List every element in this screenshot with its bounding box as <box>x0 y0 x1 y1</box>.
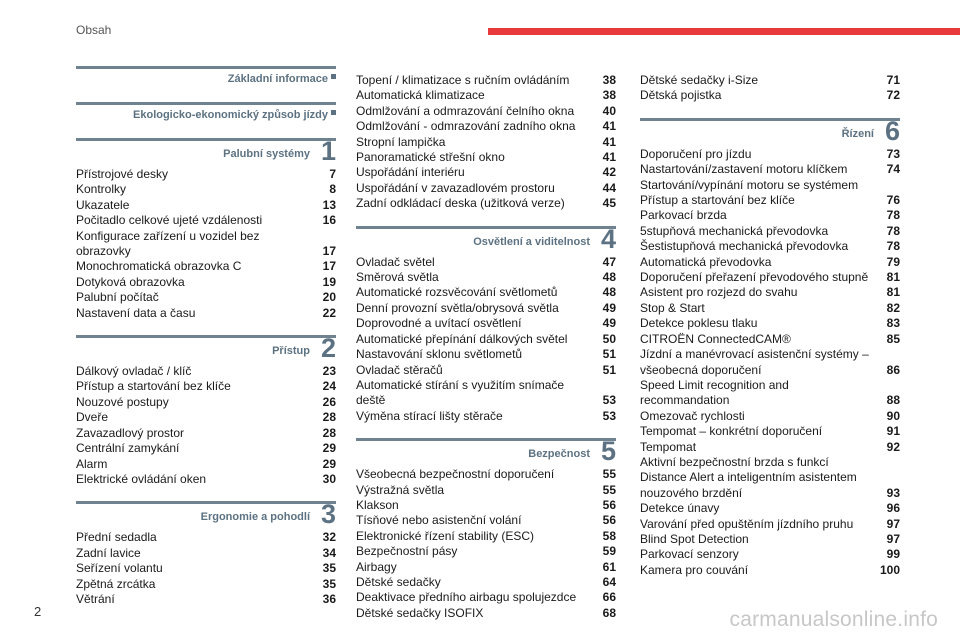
toc-entry-page: 53 <box>602 393 616 408</box>
toc-entry-title: Počitadlo celkové ujeté vzdálenosti <box>76 213 263 228</box>
section-number: 5 <box>600 436 616 467</box>
toc-entry[interactable] <box>640 88 900 103</box>
toc-entry-page: 19 <box>322 274 336 289</box>
toc-entry-page: 49 <box>602 300 616 315</box>
toc-entry[interactable] <box>76 379 336 394</box>
toc-entry-page: 76 <box>886 193 900 208</box>
toc-entry-title: Odmlžování - odmrazování zadního okna <box>356 119 576 134</box>
toc-entry-page: 90 <box>886 408 900 423</box>
toc-entry-title: Výměna stírací lišty stěrače <box>356 408 503 423</box>
toc-entry[interactable] <box>356 513 616 528</box>
toc-entry[interactable] <box>640 347 900 378</box>
toc-entry-page: 85 <box>886 331 900 346</box>
toc-entry[interactable] <box>356 73 616 88</box>
toc-entry-page: 41 <box>602 150 616 165</box>
toc-entry[interactable] <box>356 255 616 270</box>
section-header <box>76 102 336 124</box>
toc-entry-title: Uspořádání v zavazadlovém prostoru <box>356 180 555 195</box>
toc-entry-title: Dveře <box>76 410 109 425</box>
toc-entry-page: 38 <box>602 73 616 87</box>
toc-entry[interactable] <box>640 73 900 88</box>
toc-entry-title: Nastartování/zastavení motoru klíčkem <box>640 162 848 177</box>
toc-entry[interactable] <box>356 150 616 165</box>
toc-entry-page: 58 <box>602 528 616 543</box>
page-header-title: Obsah <box>76 23 112 37</box>
toc-entry-title: Větrání <box>76 591 115 606</box>
toc-entry-title: Tísňové nebo asistenční volání <box>356 513 522 528</box>
toc-entry-title: Omezovač rychlosti <box>640 408 745 423</box>
toc-entry[interactable] <box>640 162 900 177</box>
toc-entry-title: Tempomat <box>640 439 697 454</box>
toc-entry[interactable] <box>356 165 616 180</box>
toc-entry-title: 5stupňová mechanická převodovka <box>640 223 829 238</box>
page-number: 2 <box>34 604 42 619</box>
toc-entry-title: Elektrické ovládání oken <box>76 471 207 486</box>
toc-entry-title: Blind Spot Detection <box>640 531 749 546</box>
section-title: Přístup <box>272 345 310 358</box>
toc-entry[interactable] <box>640 532 900 547</box>
toc-entry-page: 36 <box>322 591 336 606</box>
toc-entry-title: Výstražná světla <box>356 482 445 497</box>
toc-entry-page: 8 <box>329 182 336 197</box>
toc-entry-title: Topení / klimatizace s ručním ovládáním <box>356 73 570 87</box>
toc-entry[interactable] <box>76 592 336 607</box>
section-header <box>356 438 616 467</box>
toc-entry-title: Elektronické řízení stability (ESC) <box>356 528 535 543</box>
toc-entry[interactable] <box>76 561 336 576</box>
toc-entry-title: Automatické rozsvěcování světlometů <box>356 285 558 300</box>
toc-entry-page: 53 <box>602 408 616 423</box>
toc-entry-title: Alarm <box>76 456 108 471</box>
watermark: carmanualsonline.info <box>729 608 938 631</box>
toc-entry[interactable] <box>640 224 900 239</box>
toc-section <box>76 66 336 88</box>
toc-entry[interactable] <box>76 395 336 410</box>
toc-entry-page: 41 <box>602 134 616 149</box>
toc-entry-page: 78 <box>886 208 900 223</box>
toc-entry-title: Doporučení pro jízdu <box>640 146 752 161</box>
toc-entry-page: 66 <box>602 590 616 605</box>
toc-section <box>640 115 900 578</box>
toc-entry-title: Ukazatele <box>76 197 130 212</box>
toc-entry-title: Dětská pojistka <box>640 88 722 103</box>
toc-entry[interactable] <box>640 501 900 516</box>
toc-column-2 <box>356 73 616 635</box>
square-bullet-icon <box>331 110 336 115</box>
toc-entry[interactable] <box>640 255 900 270</box>
toc-entry-page: 38 <box>602 88 616 103</box>
toc-entry[interactable] <box>640 424 900 439</box>
section-number: 1 <box>320 136 336 166</box>
toc-entry-page: 50 <box>602 331 616 346</box>
toc-entry-page: 17 <box>322 259 336 274</box>
toc-entry-title: Dětské sedačky i-Size <box>640 73 759 87</box>
section-title: Ekologicko-ekonomický způsob jízdy <box>133 109 328 121</box>
toc-entry-title: Ovladač světel <box>356 254 435 269</box>
toc-entry[interactable] <box>76 229 336 260</box>
toc-entry[interactable] <box>76 457 336 472</box>
header-accent-bar <box>488 28 960 35</box>
toc-entry-page: 51 <box>602 362 616 377</box>
toc-entry-title: Palubní počítač <box>76 290 159 305</box>
toc-entry-title: Bezpečnostní pásy <box>356 544 458 559</box>
toc-entry-title: Stropní lampička <box>356 134 446 149</box>
toc-entry-title: Automatické přepínání dálkových světel <box>356 331 568 346</box>
toc-entry[interactable] <box>356 104 616 119</box>
toc-entry[interactable] <box>76 441 336 456</box>
toc-entry-page: 24 <box>322 379 336 394</box>
toc-entry-page: 29 <box>322 456 336 471</box>
toc-entry-page: 7 <box>329 167 336 181</box>
section-header <box>356 223 616 255</box>
toc-entry-page: 91 <box>886 424 900 439</box>
toc-entry[interactable] <box>640 316 900 331</box>
toc-entry[interactable] <box>640 517 900 532</box>
section-title: Bezpečnost <box>528 448 590 461</box>
toc-entry-title: Všeobecná bezpečnostní doporučení <box>356 467 555 482</box>
toc-entry[interactable] <box>356 606 616 621</box>
toc-entry[interactable] <box>356 332 616 347</box>
toc-entry[interactable] <box>640 285 900 300</box>
toc-entry[interactable] <box>356 483 616 498</box>
toc-entry-title: Doporučení přeřazení převodového stupně <box>640 270 869 285</box>
toc-entry-title: Panoramatické střešní okno <box>356 150 505 165</box>
toc-entry-title: Dálkový ovladač / klíč <box>76 364 192 379</box>
toc-entry-page: 49 <box>602 316 616 331</box>
toc-entry[interactable] <box>356 378 616 409</box>
toc-entry[interactable] <box>76 546 336 561</box>
toc-entry-page: 61 <box>602 559 616 574</box>
toc-entry[interactable] <box>356 316 616 331</box>
toc-entry-page: 86 <box>886 362 900 377</box>
toc-entry-title: Šestistupňová mechanická převodovka <box>640 239 849 254</box>
toc-entry-page: 96 <box>886 501 900 516</box>
toc-entry-title: Parkovací brzda <box>640 208 727 223</box>
toc-entry[interactable] <box>356 409 616 424</box>
toc-entry-page: 97 <box>886 531 900 546</box>
toc-entry-page: 59 <box>602 544 616 559</box>
toc-entry[interactable] <box>76 410 336 425</box>
toc-entry-page: 28 <box>322 425 336 440</box>
toc-entry[interactable] <box>356 498 616 513</box>
toc-entry-title: Zadní odkládací deska (užitková verze) <box>356 196 565 211</box>
toc-entry-page: 71 <box>886 73 900 87</box>
toc-entry-title: Směrová světla <box>356 270 439 285</box>
toc-entry-page: 40 <box>602 103 616 118</box>
toc-entry-page: 42 <box>602 165 616 180</box>
toc-entry[interactable] <box>76 259 336 274</box>
toc-entry[interactable] <box>356 181 616 196</box>
toc-entry-page: 16 <box>322 213 336 228</box>
toc-entry[interactable] <box>356 196 616 211</box>
toc-entry-title: CITROËN ConnectedCAM® <box>640 331 791 346</box>
toc-column-1 <box>76 66 336 621</box>
toc-section <box>76 102 336 124</box>
toc-entry-page: 73 <box>886 146 900 161</box>
toc-entry-title: Přední sedadla <box>76 530 157 545</box>
toc-entry-page: 100 <box>879 562 900 577</box>
toc-entry-page: 48 <box>602 285 616 300</box>
toc-entry-page: 68 <box>602 605 616 620</box>
toc-entry-title: Zadní lavice <box>76 545 141 560</box>
toc-section <box>76 501 336 607</box>
toc-entry[interactable] <box>356 363 616 378</box>
toc-entry-page: 83 <box>886 316 900 331</box>
toc-column-3 <box>640 73 900 592</box>
toc-entry-title: Nastavování sklonu světlometů <box>356 347 523 362</box>
toc-entry-page: 34 <box>322 545 336 560</box>
toc-entry-title: Speed Limit recognition and recommandation <box>640 377 789 408</box>
toc-entry[interactable] <box>76 167 336 182</box>
toc-entry-page: 35 <box>322 561 336 576</box>
toc-entry-page: 81 <box>886 270 900 285</box>
toc-entry-page: 22 <box>322 305 336 320</box>
toc-entry[interactable] <box>76 182 336 197</box>
section-title: Osvětlení a viditelnost <box>473 235 590 248</box>
toc-section <box>356 223 616 424</box>
toc-entry-title: Ovladač stěračů <box>356 362 443 377</box>
toc-entry-page: 93 <box>886 485 900 500</box>
section-number: 6 <box>884 115 900 146</box>
toc-entry-page: 28 <box>322 410 336 425</box>
toc-entry-title: Přístrojové desky <box>76 167 169 181</box>
toc-entry-title: Monochromatická obrazovka C <box>76 259 242 274</box>
toc-entry[interactable] <box>76 306 336 321</box>
toc-entry-page: 78 <box>886 239 900 254</box>
toc-entry[interactable] <box>76 275 336 290</box>
toc-entry-title: Kontrolky <box>76 182 127 197</box>
toc-entry[interactable] <box>356 285 616 300</box>
toc-entry-title: Varování před opuštěním jízdního pruhu <box>640 516 854 531</box>
toc-entry-page: 47 <box>602 254 616 269</box>
toc-entry-title: Seřízení volantu <box>76 561 163 576</box>
section-title: Řízení <box>841 127 874 140</box>
toc-entry-title: Denní provozní světla/obrysová světla <box>356 300 559 315</box>
toc-section <box>356 73 616 212</box>
toc-entry[interactable] <box>356 467 616 482</box>
toc-entry-title: Deaktivace předního airbagu spolujezdce <box>356 590 577 605</box>
section-header <box>640 115 900 147</box>
toc-entry-title: Odmlžování a odmrazování čelního okna <box>356 103 575 118</box>
toc-entry[interactable] <box>640 455 900 501</box>
toc-entry-title: Nouzové postupy <box>76 394 169 409</box>
toc-entry[interactable] <box>356 529 616 544</box>
toc-entry[interactable] <box>356 560 616 575</box>
toc-entry[interactable] <box>640 440 900 455</box>
toc-entry-title: Nastavení data a času <box>76 305 196 320</box>
toc-entry-page: 45 <box>602 196 616 211</box>
toc-section <box>640 73 900 104</box>
toc-section <box>76 335 336 487</box>
toc-entry-page: 20 <box>322 290 336 305</box>
toc-entry-page: 97 <box>886 516 900 531</box>
toc-entry-page: 29 <box>322 441 336 456</box>
square-bullet-icon <box>331 74 336 79</box>
section-header <box>76 138 336 167</box>
toc-entry[interactable] <box>76 198 336 213</box>
toc-entry-title: Doprovodné a uvítací osvětlení <box>356 316 522 331</box>
toc-section <box>356 438 616 621</box>
toc-entry[interactable] <box>640 378 900 409</box>
toc-entry-page: 26 <box>322 394 336 409</box>
toc-entry-title: Kamera pro couvání <box>640 562 749 577</box>
toc-entry[interactable] <box>640 178 900 209</box>
toc-entry[interactable] <box>76 530 336 545</box>
toc-entry[interactable] <box>76 290 336 305</box>
toc-entry[interactable] <box>76 472 336 487</box>
toc-entry-page: 32 <box>322 530 336 545</box>
toc-entry-page: 56 <box>602 513 616 528</box>
toc-entry[interactable] <box>356 119 616 134</box>
section-title: Palubní systémy <box>223 148 310 160</box>
toc-entry-page: 55 <box>602 482 616 497</box>
toc-entry[interactable] <box>640 239 900 254</box>
toc-entry-title: Přístup a startování bez klíče <box>76 379 231 394</box>
toc-entry-page: 41 <box>602 119 616 134</box>
toc-entry-title: Dětské sedačky ISOFIX <box>356 605 484 620</box>
toc-entry-page: 64 <box>602 574 616 589</box>
toc-entry[interactable] <box>356 135 616 150</box>
toc-entry-page: 92 <box>886 439 900 454</box>
toc-entry-page: 99 <box>886 547 900 562</box>
toc-entry[interactable] <box>640 270 900 285</box>
toc-entry-title: Stop & Start <box>640 300 705 315</box>
toc-entry[interactable] <box>76 426 336 441</box>
toc-entry-page: 79 <box>886 254 900 269</box>
toc-entry-page: 78 <box>886 223 900 238</box>
section-header <box>76 501 336 530</box>
toc-entry[interactable] <box>356 575 616 590</box>
toc-entry-page: 55 <box>602 467 616 482</box>
toc-entry-title: Zavazadlový prostor <box>76 425 185 440</box>
toc-entry-title: Detekce poklesu tlaku <box>640 316 758 331</box>
toc-entry[interactable] <box>640 208 900 223</box>
toc-entry[interactable] <box>356 88 616 103</box>
toc-entry-page: 74 <box>886 162 900 177</box>
toc-entry[interactable] <box>640 563 900 578</box>
toc-entry[interactable] <box>356 544 616 559</box>
toc-entry-title: Centrální zamykání <box>76 441 180 456</box>
toc-entry-title: Tempomat – konkrétní doporučení <box>640 424 823 439</box>
section-title: Ergonomie a pohodlí <box>200 511 310 524</box>
toc-entry-title: Dětské sedačky <box>356 574 441 589</box>
toc-entry[interactable] <box>640 409 900 424</box>
toc-entry-title: Aktivní bezpečnostní brzda s funkcí Distance Alert a inteligentním asistentem nouzového brzdění <box>640 454 857 500</box>
toc-entry-title: Automatická převodovka <box>640 254 772 269</box>
toc-entry-title: Konfigurace zařízení u vozidel bez obrazovky <box>76 228 260 259</box>
toc-entry-title: Asistent pro rozjezd do svahu <box>640 285 798 300</box>
section-header <box>76 66 336 88</box>
toc-entry-page: 56 <box>602 497 616 512</box>
toc-entry-page: 51 <box>602 347 616 362</box>
toc-entry-page: 13 <box>322 197 336 212</box>
toc-entry-title: Detekce únavy <box>640 501 720 516</box>
toc-entry-title: Airbagy <box>356 559 397 574</box>
toc-entry[interactable] <box>356 270 616 285</box>
section-number: 4 <box>600 223 616 254</box>
toc-entry-title: Automatická klimatizace <box>356 88 485 103</box>
toc-entry-title: Automatické stírání s využitím snímače deště <box>356 377 565 408</box>
toc-entry[interactable] <box>76 213 336 228</box>
toc-entry[interactable] <box>640 147 900 162</box>
toc-entry[interactable] <box>356 590 616 605</box>
toc-entry[interactable] <box>356 347 616 362</box>
toc-entry-page: 17 <box>322 244 336 259</box>
toc-entry-page: 72 <box>886 88 900 103</box>
toc-entry-page: 81 <box>886 285 900 300</box>
toc-entry-title: Klakson <box>356 497 399 512</box>
toc-entry-title: Jízdní a manévrovací asistenční systémy – všeobecná doporučení <box>640 347 869 377</box>
section-header <box>76 335 336 364</box>
toc-entry-page: 23 <box>322 364 336 379</box>
toc-entry-title: Startování/vypínání motoru se systémem Přístup a startování bez klíče <box>640 177 859 208</box>
toc-entry-page: 82 <box>886 300 900 315</box>
section-number: 3 <box>320 499 336 530</box>
toc-entry-page: 35 <box>322 576 336 591</box>
toc-entry-title: Zpětná zrcátka <box>76 576 156 591</box>
toc-entry-page: 48 <box>602 270 616 285</box>
toc-entry[interactable] <box>76 577 336 592</box>
toc-entry[interactable] <box>640 547 900 562</box>
section-number: 2 <box>320 333 336 364</box>
toc-entry-title: Parkovací senzory <box>640 547 739 562</box>
toc-entry-page: 88 <box>886 393 900 408</box>
toc-entry-page: 44 <box>602 180 616 195</box>
toc-entry[interactable] <box>640 332 900 347</box>
section-title: Základní informace <box>227 73 328 85</box>
toc-entry[interactable] <box>356 301 616 316</box>
toc-entry-title: Dotyková obrazovka <box>76 274 185 289</box>
toc-section <box>76 138 336 321</box>
toc-entry[interactable] <box>640 301 900 316</box>
toc-entry-page: 30 <box>322 471 336 486</box>
toc-entry-title: Uspořádání interiéru <box>356 165 465 180</box>
toc-entry[interactable] <box>76 364 336 379</box>
